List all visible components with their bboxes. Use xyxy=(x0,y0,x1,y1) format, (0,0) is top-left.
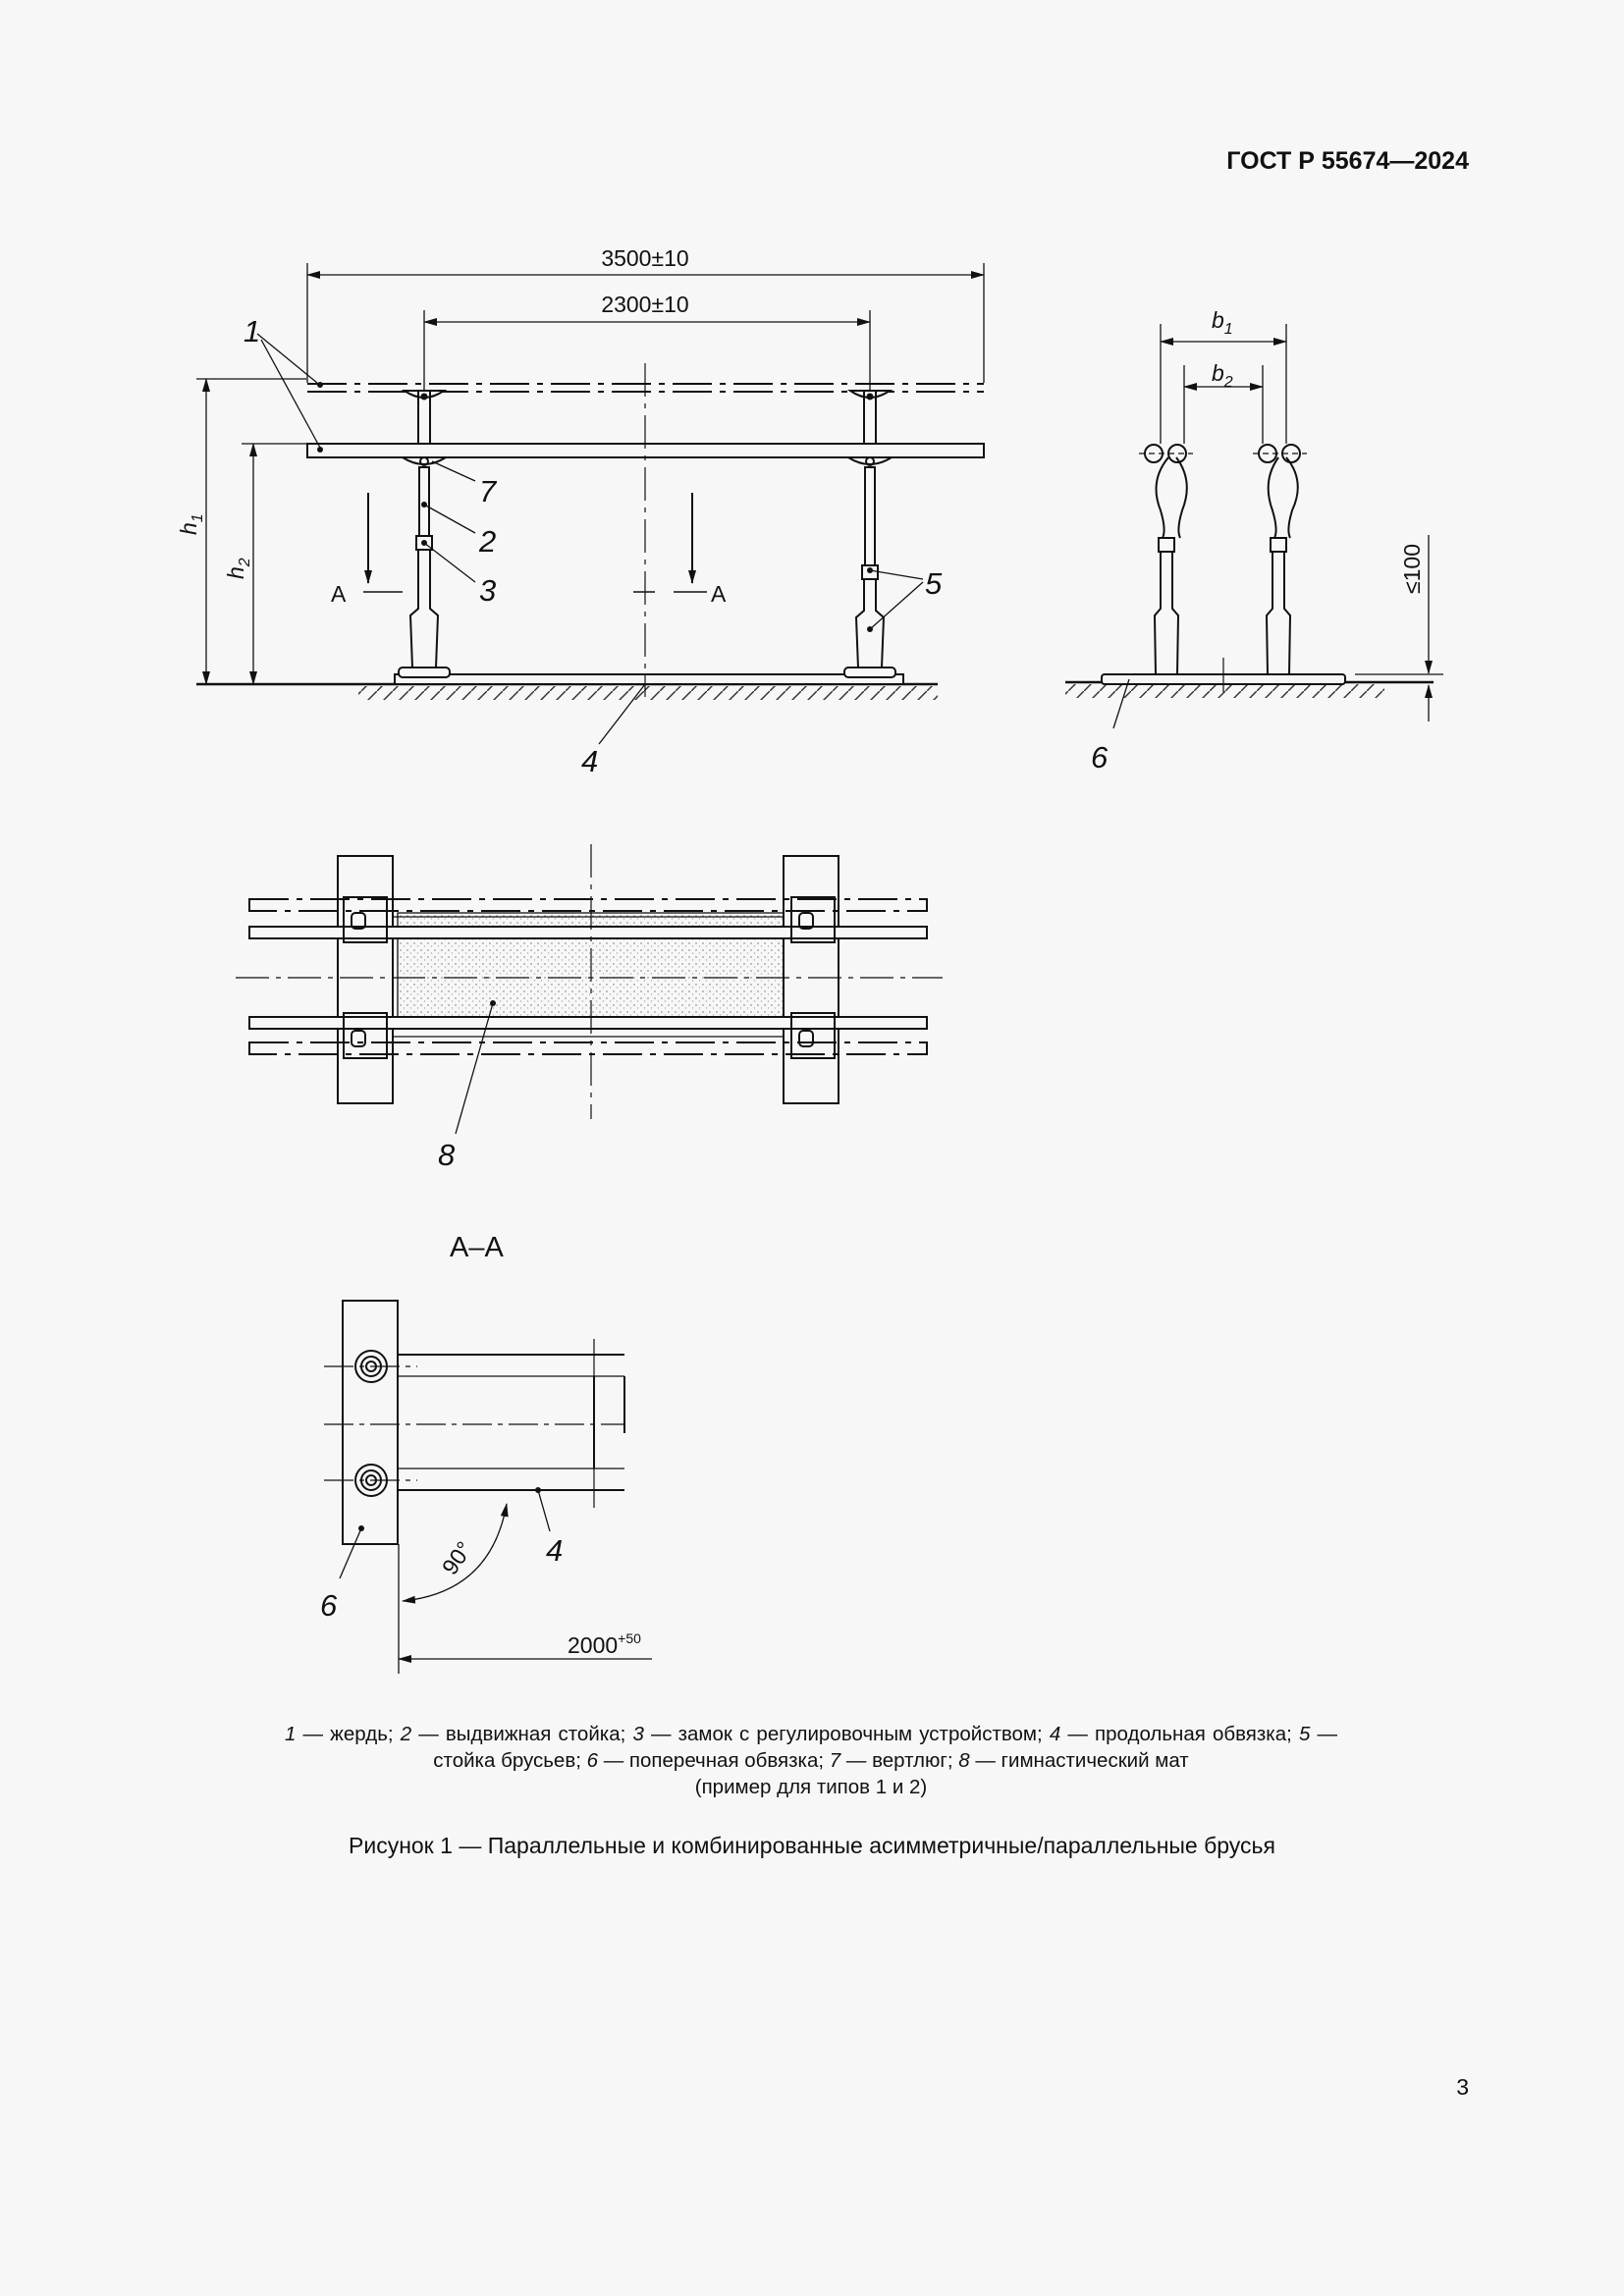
dim-length: 2000 xyxy=(568,1632,619,1658)
label-8: 8 xyxy=(438,1138,456,1172)
section-mark-right: A xyxy=(711,581,727,607)
document-id: ГОСТ Р 55674—2024 xyxy=(1226,147,1469,175)
label-1: 1 xyxy=(244,314,261,348)
legend-num-8: 8 xyxy=(958,1749,970,1772)
section-title: А–А xyxy=(450,1232,504,1263)
section-mark-left: A xyxy=(331,581,347,607)
legend-text-6: — поперечная обвязка; xyxy=(598,1749,830,1772)
side-view xyxy=(1065,307,1443,774)
svg-text:h2 xyxy=(223,558,253,579)
label-3: 3 xyxy=(479,573,497,608)
figure-caption: Рисунок 1 — Параллельные и комбинированные асимметричные/параллельные брусья xyxy=(349,1833,1275,1858)
legend-num-7: 7 xyxy=(829,1749,841,1772)
label-4-front: 4 xyxy=(581,744,599,778)
legend-num-2: 2 xyxy=(400,1723,412,1745)
right-post xyxy=(844,391,895,677)
legend-text-3: — замок с регулировочным устройством; xyxy=(643,1723,1050,1745)
dim-h1-sub: 1 xyxy=(189,513,206,523)
legend-num-6: 6 xyxy=(586,1749,599,1772)
legend-note: (пример для типов 1 и 2) xyxy=(694,1776,928,1798)
dim-b2: b xyxy=(1212,360,1224,386)
legend-text-4: — продольная обвязка; xyxy=(1060,1723,1299,1745)
dim-b1-sub: 1 xyxy=(1223,321,1233,338)
svg-text:h1 xyxy=(176,513,206,535)
legend-num-4: 4 xyxy=(1049,1723,1061,1745)
dimension-inner: 2300±10 xyxy=(601,292,689,317)
label-6-section: 6 xyxy=(320,1588,338,1623)
dim-h2-sub: 2 xyxy=(237,558,253,567)
dim-h2: h xyxy=(223,566,248,579)
dim-length-tol: +50 xyxy=(618,1630,641,1646)
legend-text-2: — выдвижная стойка; xyxy=(411,1723,633,1745)
dim-angle: 90° xyxy=(436,1536,478,1579)
label-6-side: 6 xyxy=(1091,740,1109,774)
svg-text:b1 xyxy=(1212,307,1233,338)
front-view xyxy=(176,245,984,778)
dim-h1: h xyxy=(176,522,201,535)
legend-num-5: 5 xyxy=(1298,1723,1311,1745)
dim-b2-sub: 2 xyxy=(1223,374,1233,391)
legend-num-3: 3 xyxy=(632,1723,644,1745)
legend-text-7: — вертлюг; xyxy=(840,1749,959,1772)
label-5: 5 xyxy=(925,566,943,601)
label-2: 2 xyxy=(479,524,497,559)
legend-text-1: — жердь; xyxy=(296,1723,401,1745)
legend-text-5: — стойка брусьев; xyxy=(433,1723,1338,1772)
plan-view xyxy=(236,844,943,1172)
longitudinal-rail xyxy=(395,674,903,684)
dimension-overall: 3500±10 xyxy=(601,245,689,271)
label-7: 7 xyxy=(479,474,497,508)
dim-max-height: ≤100 xyxy=(1399,544,1425,594)
label-4-section: 4 xyxy=(546,1533,564,1568)
section-aa xyxy=(320,1301,652,1674)
dim-b1: b xyxy=(1212,307,1224,333)
legend-text-8: — гимнастический мат xyxy=(969,1749,1189,1772)
page-number: 3 xyxy=(1456,2074,1469,2100)
svg-text:2000+50 xyxy=(568,1630,641,1658)
figure-legend xyxy=(285,1721,1337,1800)
legend-num-1: 1 xyxy=(285,1723,297,1745)
left-post xyxy=(399,391,450,677)
